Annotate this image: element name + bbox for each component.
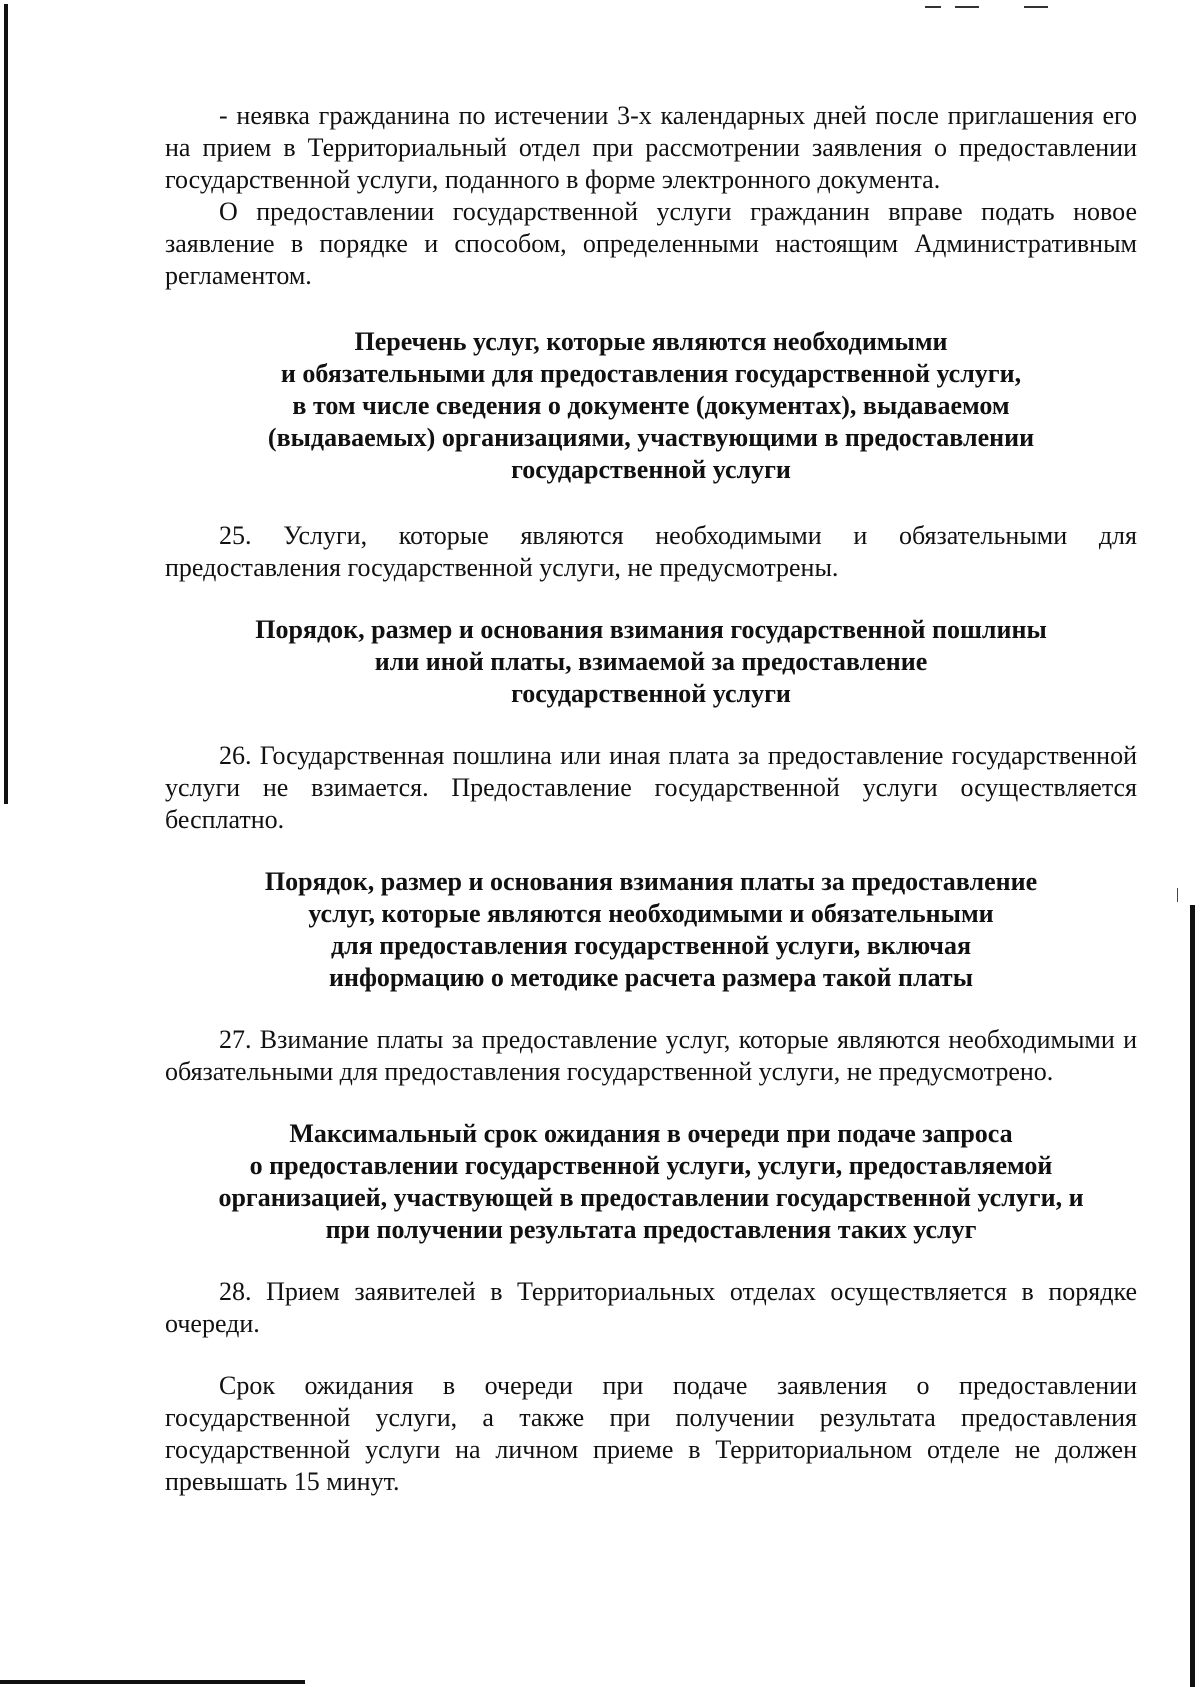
paragraph-25: 25. Услуги, которые являются необходимыми и обязательными для предоставления государственной услуги, не предусмотрены. — [165, 521, 1137, 582]
heading-state-fee: Порядок, размер и основания взимания государственной пошлины или иной платы, взимаемой за предоставление государственной услуги — [255, 615, 1047, 708]
scan-edge-right — [1190, 905, 1195, 1687]
heading-service-payment: Порядок, размер и основания взимания платы за предоставление услуг, которые являются необходимыми и обязательными для предоставления государственной услуги, включая информацию о методике расчета размера такой платы — [264, 867, 1038, 992]
document-page — [165, 100, 1137, 1498]
scan-mark-top — [1024, 6, 1048, 8]
heading-waiting-time: Максимальный срок ожидания в очереди при подаче запроса о предоставлении государственной услуги, услуги, предоставляемой организацией, участвующей в предоставлении государственной услуги, и при получении результата предоставления таких услуг — [218, 1119, 1084, 1244]
paragraph-28: 28. Прием заявителей в Территориальных отделах осуществляется в порядке очереди. — [165, 1277, 1137, 1338]
paragraph-new-application: О предоставлении государственной услуги гражданин вправе подать новое заявление в порядке и способом, определенными настоящим Административным регламентом. — [165, 197, 1137, 290]
paragraph-waiting-limit: Срок ожидания в очереди при подаче заявления о предоставлении государственной услуги, а также при получении результата предоставления государственной услуги на личном приеме в Территориальном отделе не должен превышать 15 минут. — [165, 1371, 1137, 1496]
heading-required-services: Перечень услуг, которые являются необходимыми и обязательными для предоставления государственной услуги, в том числе сведения о документе (документах), выдаваемом (выдаваемых) организациями, участвующими в предоставлении государственной услуги — [267, 327, 1035, 484]
scan-mark-right — [1177, 888, 1178, 902]
scan-edge-bottom — [0, 1680, 305, 1684]
paragraph-no-show: - неявка гражданина по истечении 3-х календарных дней после приглашения его на прием в Территориальный отдел при рассмотрении заявления о предоставлении государственной услуги, поданного в форме электронного документа. — [165, 101, 1137, 194]
paragraph-26: 26. Государственная пошлина или иная плата за предоставление государственной услуги не взимается. Предоставление государственной услуги осуществляется бесплатно. — [165, 741, 1137, 834]
scan-mark-top — [955, 6, 979, 8]
paragraph-27: 27. Взимание платы за предоставление услуг, которые являются необходимыми и обязательными для предоставления государственной услуги, не предусмотрено. — [165, 1025, 1137, 1086]
scan-edge-left — [4, 4, 8, 804]
scan-mark-top — [925, 6, 941, 8]
